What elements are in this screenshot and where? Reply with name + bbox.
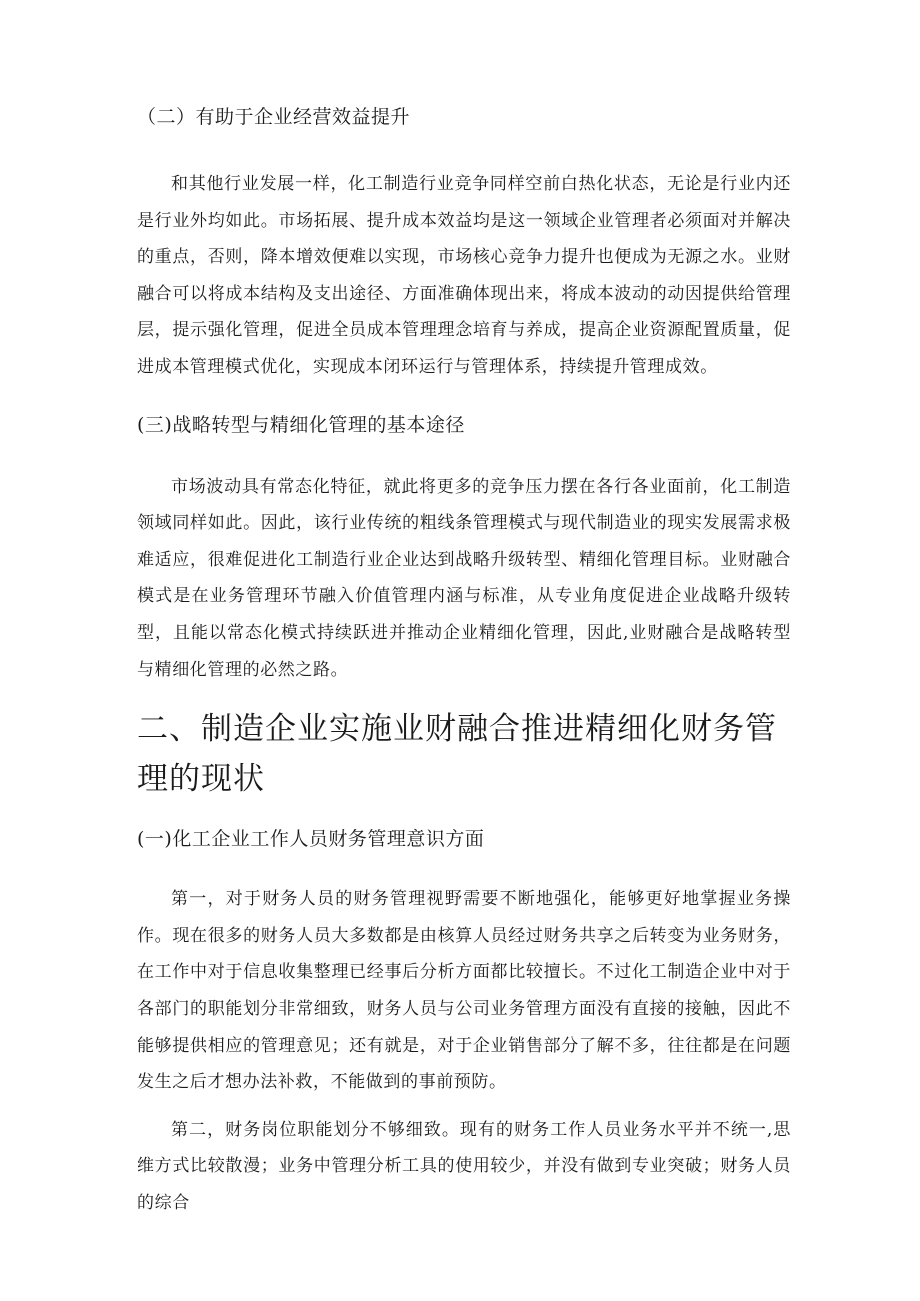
chapter-heading-status: 二、制造企业实施业财融合推进精细化财务管理的现状 [137, 711, 777, 798]
document-body [137, 102, 791, 1221]
section-heading-benefit: （二）有助于企业经营效益提升 [137, 106, 411, 128]
paragraph-second-point: 第二，财务岗位职能划分不够细致。现有的财务工作人员业务水平并不统一,思维方式比较散漫；业务中管理分析工具的使用较少，并没有做到专业突破；财务人员的综合 [137, 1119, 791, 1213]
section-heading-awareness: (一)化工企业工作人员财务管理意识方面 [137, 828, 485, 851]
paragraph-strategy: 市场波动具有常态化特征，就此将更多的竞争压力摆在各行各业面前，化工制造领域同样如此。因此，该行业传统的粗线条管理模式与现代制造业的现实发展需求极难适应，很难促进化工制造行业企业达到战略升级转型、精细化管理目标。业财融合模式是在业务管理环节融入价值管理内涵与标准，从专业角度促进企业战略升级转型，且能以常态化模式持续跃进并推动企业精细化管理，因此,业财融合是战略转型与精细化管理的必然之路。 [137, 476, 791, 680]
paragraph-first-point: 第一，对于财务人员的财务管理视野需要不断地强化，能够更好地掌握业务操作。现在很多的财务人员大多数都是由核算人员经过财务共享之后转变为业务财务，在工作中对于信息收集整理已经事后分析方面都比较擅长。不过化工制造企业中对于各部门的职能划分非常细致，财务人员与公司业务管理方面没有直接的接触，因此不能够提供相应的管理意见；还有就是，对于企业销售部分了解不多，往往都是在问题发生之后才想办法补救，不能做到的事前预防。 [137, 889, 791, 1093]
paragraph-benefit: 和其他行业发展一样，化工制造行业竞争同样空前白热化状态，无论是行业内还是行业外均如此。市场拓展、提升成本效益均是这一领域企业管理者必须面对并解决的重点，否则，降本增效便难以实现，市场核心竞争力提升也便成为无源之水。业财融合可以将成本结构及支出途径、方面准确体现出来，将成本波动的动因提供给管理层，提示强化管理，促进全员成本管理理念培育与养成，提高企业资源配置质量，促进成本管理模式优化，实现成本闭环运行与管理体系，持续提升管理成效。 [137, 174, 791, 377]
section-heading-strategy: (三)战略转型与精细化管理的基本途径 [137, 413, 465, 436]
